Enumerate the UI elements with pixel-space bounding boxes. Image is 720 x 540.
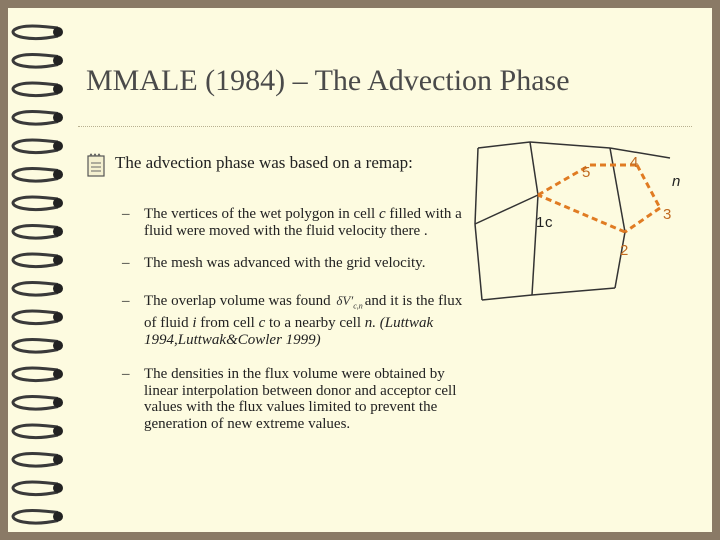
dash: – [122,293,130,309]
node-label-3: 3 [663,206,672,223]
subitem-text: The mesh was advanced with the grid velocity. [144,255,426,271]
node-label-1: 1 [536,214,545,231]
spiral-ring [13,226,58,238]
spiral-ring [13,197,58,209]
spiral-hole [53,113,63,123]
flux-edges [538,165,660,232]
spiral-ring [13,83,58,95]
spiral-ring [13,254,58,266]
spiral-hole [53,227,63,237]
spiral-ring [13,340,58,352]
cell-label-c: c [545,214,553,231]
spiral-hole [53,141,63,151]
spiral-ring [13,425,58,437]
spiral-binding-icon [0,0,70,540]
spiral-hole [53,341,63,351]
spiral-hole [53,84,63,94]
spiral-ring [13,368,58,380]
subitem-text: The vertices of the wet polygon in cell c filled with a fluid were moved with the fluid velocity there . [144,206,462,239]
subitem-text: The densities in the flux volume were obtained by linear interpolation between donor and acceptor cell values with the flux values limited to prevent the generation of new extreme values. [144,366,457,432]
subitem-text: The overlap volume was found $\delta V'_{c,n}$ and it is the flux of fluid i from cell c to a nearby cell n. (Luttwak 1994,Luttwak&Cowler 1999) [144,293,463,348]
spiral-ring [13,511,58,523]
spiral-hole [53,170,63,180]
spiral-ring [13,140,58,152]
spiral-ring [13,169,58,181]
remap-mesh-diagram [460,140,710,310]
spiral-hole [53,312,63,322]
spiral-ring [13,397,58,409]
node-label-2: 2 [620,242,629,259]
dash: – [122,206,130,222]
spiral-ring [13,311,58,323]
spiral-ring [13,454,58,466]
spiral-hole [53,27,63,37]
spiral-hole [53,56,63,66]
spiral-ring [13,482,58,494]
spiral-ring [13,55,58,67]
spiral-hole [53,483,63,493]
page-title: MMALE (1984) – The Advection Phase [86,64,570,97]
spiral-ring [13,26,58,38]
spiral-hole [53,284,63,294]
spiral-hole [53,255,63,265]
notepad-bullet-icon [86,152,108,178]
spiral-hole [53,398,63,408]
cell-label-n: n [672,173,681,190]
dash: – [122,255,130,271]
divider [78,126,692,127]
bullet-main: The advection phase was based on a remap: [115,153,413,172]
node-label-4: 4 [630,154,639,171]
spiral-hole [53,369,63,379]
spiral-ring [13,283,58,295]
dash: – [122,366,130,382]
citation: (Luttwak 1994,Luttwak&Cowler 1999) [144,315,434,348]
spiral-hole [53,426,63,436]
spiral-hole [53,198,63,208]
spiral-ring [13,112,58,124]
spiral-hole [53,455,63,465]
node-label-5: 5 [582,164,591,181]
flux-volume-formula: $\delta V'_{c,n}$ [336,293,363,311]
spiral-hole [53,512,63,522]
